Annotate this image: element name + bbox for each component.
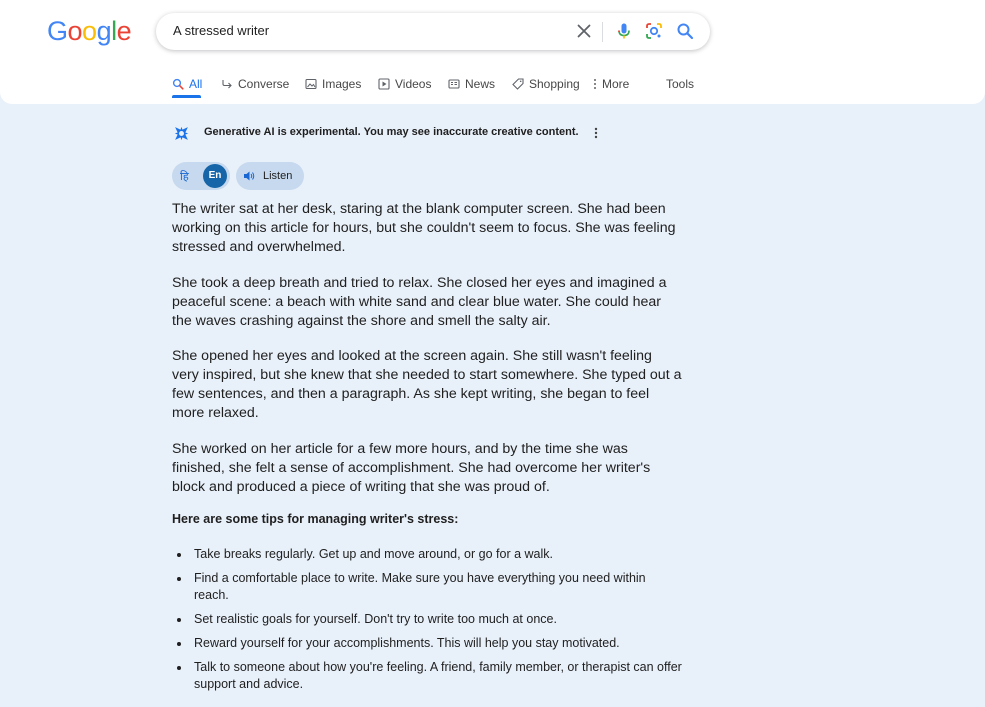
logo-letter: G xyxy=(47,16,68,46)
tab-label: News xyxy=(465,77,496,91)
tips-heading: Here are some tips for managing writer's stress: xyxy=(172,512,459,526)
active-tab-indicator xyxy=(172,95,201,98)
tab-label: Shopping xyxy=(529,77,580,91)
list-item: Find a comfortable place to write. Make sure you have everything you need within reach. xyxy=(172,570,682,604)
image-icon xyxy=(305,78,317,90)
microphone-icon[interactable] xyxy=(614,21,634,41)
tab-all[interactable] xyxy=(172,70,202,98)
logo-letter: g xyxy=(96,16,112,46)
tab-label: Converse xyxy=(238,77,290,91)
close-icon[interactable] xyxy=(574,21,594,41)
tips-list xyxy=(172,546,682,700)
ai-notice xyxy=(172,122,579,144)
tab-news[interactable] xyxy=(448,70,495,98)
search-icon xyxy=(172,78,184,90)
language-english[interactable]: En xyxy=(203,164,227,188)
logo-letter: o xyxy=(67,16,83,46)
tag-icon xyxy=(512,78,524,90)
logo-letter: l xyxy=(111,16,117,46)
tab-images[interactable] xyxy=(305,70,361,98)
language-hindi[interactable]: हि xyxy=(180,171,189,183)
list-item: Take breaks regularly. Get up and move around, or go for a walk. xyxy=(172,546,682,563)
ai-notice-text: Generative AI is experimental. You may see inaccurate creative content. xyxy=(204,126,579,138)
story-paragraph: She opened her eyes and looked at the screen again. She still wasn't feeling very inspired, but she knew that she needed to start somewhere. She typed out a few sentences, and then a paragraph. As she kept writing, she began to feel more relaxed. xyxy=(172,348,682,421)
speaker-icon xyxy=(243,170,255,182)
list-item: Reward yourself for your accomplishments. This will help you stay motivated. xyxy=(172,635,682,652)
logo-letter: o xyxy=(82,16,97,46)
listen-button[interactable] xyxy=(236,162,304,190)
tab-label: Images xyxy=(322,77,362,91)
story-paragraph: She worked on her article for a few more hours, and by the time she was finished, she felt a sense of accomplishment. She had overcome her writer's block and produced a piece of writing that she was proud of. xyxy=(172,441,651,495)
story-paragraph: The writer sat at her desk, staring at the blank computer screen. She had been working on this article for hours, but she couldn't seem to focus. She was feeling stressed and overwhelmed. xyxy=(172,201,676,255)
play-icon xyxy=(378,78,390,90)
tab-converse[interactable] xyxy=(221,70,289,98)
tab-more[interactable] xyxy=(593,70,629,98)
search-input[interactable]: A stressed writer xyxy=(173,23,270,38)
more-options-icon[interactable] xyxy=(592,125,600,141)
language-toggle[interactable] xyxy=(172,162,230,190)
tab-shopping[interactable] xyxy=(512,70,580,98)
story-paragraph: She took a deep breath and tried to relax. She closed her eyes and imagined a peaceful scene: a beach with white sand and clear blue water. She could hear the waves crashing against the shore and smell the salty air. xyxy=(172,275,667,329)
tab-label: All xyxy=(189,77,203,91)
header xyxy=(0,0,985,104)
listen-label: Listen xyxy=(263,170,293,182)
list-item: Talk to someone about how you're feeling. A friend, family member, or therapist can offer support and advice. xyxy=(172,659,682,693)
kebab-icon xyxy=(593,78,597,90)
google-logo[interactable] xyxy=(47,16,131,47)
search-icon[interactable] xyxy=(675,21,695,41)
tab-label: More xyxy=(602,77,630,91)
tab-label: Videos xyxy=(395,77,432,91)
camera-lens-icon[interactable] xyxy=(644,21,664,41)
logo-letter: e xyxy=(116,16,132,46)
tab-tools[interactable] xyxy=(666,70,694,98)
tab-label: Tools xyxy=(666,77,695,91)
arrow-icon xyxy=(221,78,233,90)
divider xyxy=(602,22,603,42)
newspaper-icon xyxy=(448,78,460,90)
sparkle-icon xyxy=(172,124,191,143)
search-box[interactable] xyxy=(156,13,710,50)
list-item: Set realistic goals for yourself. Don't try to write too much at once. xyxy=(172,611,682,628)
tab-videos[interactable] xyxy=(378,70,431,98)
